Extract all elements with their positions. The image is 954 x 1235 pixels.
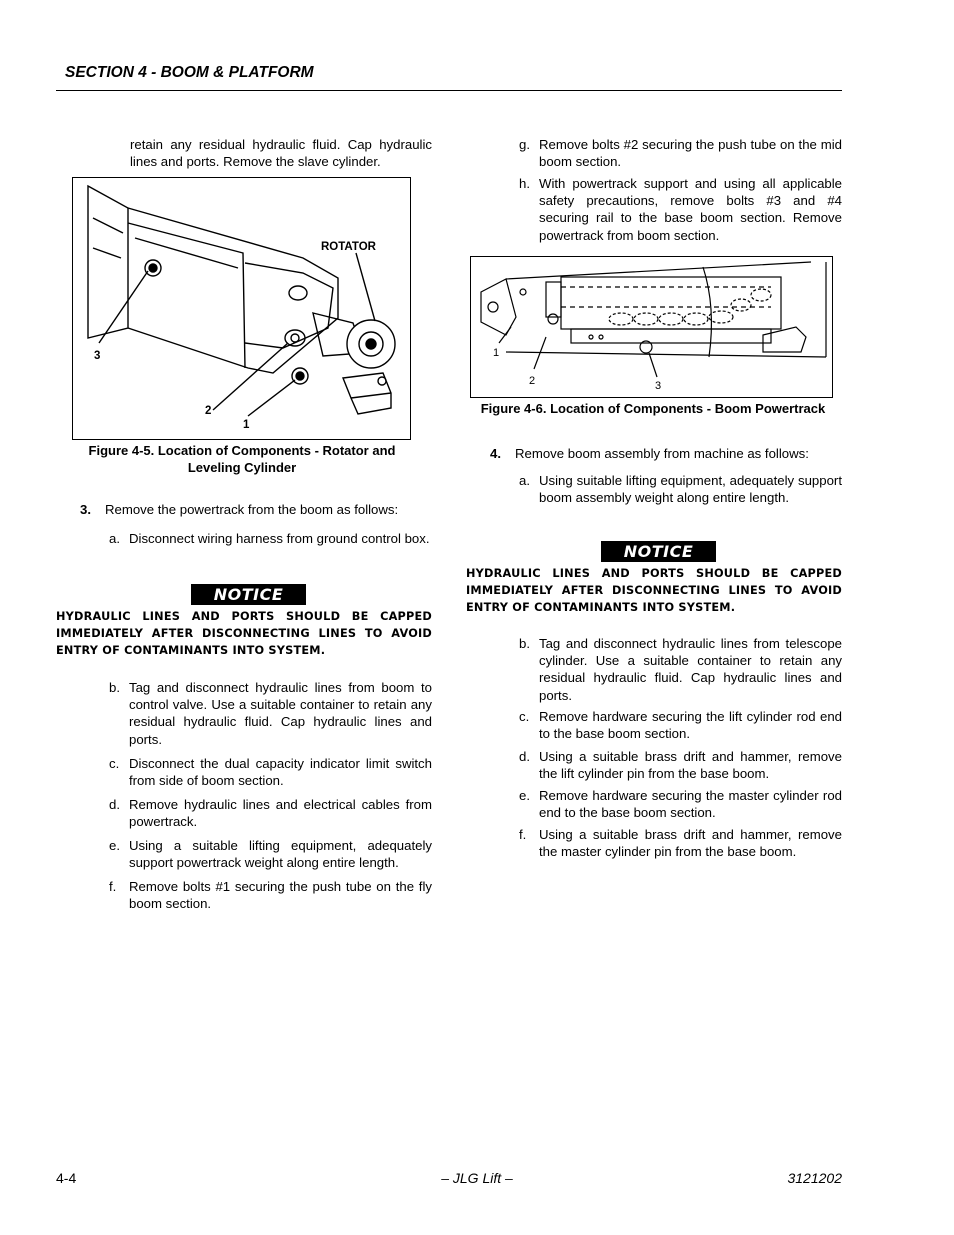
step-text: Remove boom assembly from machine as follows: bbox=[515, 446, 809, 461]
page-number: 4-4 bbox=[56, 1170, 77, 1186]
callout-3: 3 bbox=[94, 350, 101, 362]
header-rule bbox=[56, 90, 842, 91]
item-text: Disconnect the dual capacity indicator limit switch from side of boom section. bbox=[129, 756, 432, 789]
powertrack-illustration bbox=[471, 257, 832, 397]
item-label: c. bbox=[519, 709, 530, 724]
callout-1: 1 bbox=[243, 419, 250, 431]
item-text: Tag and disconnect hydraulic lines from telescope cylinder. Use a suitable container to retain any residual hydraulic fluid. Cap hydraulic lines and ports. bbox=[539, 636, 842, 703]
notice-text: HYDRAULIC LINES AND PORTS SHOULD BE CAPPED IMMEDIATELY AFTER DISCONNECTING LINES TO AVOID ENTRY OF CONTAMINANTS INTO SYSTEM. bbox=[56, 610, 432, 658]
item-label: b. bbox=[109, 680, 120, 695]
notice-badge: NOTICE bbox=[191, 584, 306, 605]
callout-2: 2 bbox=[529, 375, 536, 387]
figure-4-5-caption bbox=[60, 442, 424, 476]
rotator-illustration bbox=[73, 178, 410, 439]
item-text: Remove hardware securing the master cylinder rod end to the base boom section. bbox=[539, 788, 842, 821]
item-text: Disconnect wiring harness from ground control box. bbox=[129, 531, 430, 546]
doc-number: 3121202 bbox=[787, 1170, 842, 1186]
step-text: Remove the powertrack from the boom as follows: bbox=[105, 502, 399, 517]
callout-1: 1 bbox=[493, 347, 500, 359]
figure-4-6-caption: Figure 4-6. Location of Components - Boom Powertrack bbox=[480, 401, 826, 416]
item-label: e. bbox=[519, 788, 530, 803]
notice-text: HYDRAULIC LINES AND PORTS SHOULD BE CAPPED IMMEDIATELY AFTER DISCONNECTING LINES TO AVOID ENTRY OF CONTAMINANTS INTO SYSTEM. bbox=[466, 567, 842, 615]
item-text: Tag and disconnect hydraulic lines from boom to control valve. Use a suitable container to retain any residual hydraulic fluid. Cap hydraulic lines and ports. bbox=[129, 680, 432, 747]
item-label: f. bbox=[519, 827, 527, 842]
item-text: Remove hardware securing the lift cylinder rod end to the base boom section. bbox=[539, 709, 842, 742]
item-text: With powertrack support and using all applicable safety precautions, remove bolts #3 and #4 securing rail to the base boom section. Remove powertrack from boom section. bbox=[539, 176, 842, 243]
item-text: Remove bolts #1 securing the push tube on the fly boom section. bbox=[129, 879, 432, 912]
notice-badge: NOTICE bbox=[601, 541, 716, 562]
item-label: a. bbox=[109, 531, 120, 546]
item-label: e. bbox=[109, 838, 120, 853]
figure-rotator-diagram bbox=[72, 177, 411, 440]
item-label: d. bbox=[109, 797, 120, 812]
footer-brand: – JLG Lift – bbox=[441, 1170, 513, 1186]
item-label: b. bbox=[519, 636, 530, 651]
item-label: h. bbox=[519, 176, 530, 191]
item-label: d. bbox=[519, 749, 530, 764]
item-text: Using a suitable brass drift and hammer, remove the master cylinder pin from the base boom. bbox=[539, 827, 842, 860]
item-text: Using suitable lifting equipment, adequately support boom assembly weight along entire length. bbox=[539, 473, 842, 506]
item-text: Using a suitable brass drift and hammer, remove the lift cylinder pin from the base boom. bbox=[539, 749, 842, 782]
step-number: 4. bbox=[490, 446, 501, 461]
intro-paragraph: retain any residual hydraulic fluid. Cap hydraulic lines and ports. Remove the slave cylinder. bbox=[130, 137, 432, 170]
item-label: c. bbox=[109, 756, 120, 771]
item-text: Remove bolts #2 securing the push tube on the mid boom section. bbox=[539, 137, 842, 170]
step-number: 3. bbox=[80, 502, 91, 517]
caption-line-2: Leveling Cylinder bbox=[187, 460, 297, 475]
item-label: f. bbox=[109, 879, 117, 894]
item-label: a. bbox=[519, 473, 530, 488]
item-text: Using a suitable lifting equipment, adequately support powertrack weight along entire length. bbox=[129, 838, 432, 871]
label-rotator: ROTATOR bbox=[321, 241, 376, 253]
figure-powertrack-diagram bbox=[470, 256, 833, 398]
callout-3: 3 bbox=[655, 380, 662, 392]
callout-2: 2 bbox=[205, 405, 212, 417]
item-text: Remove hydraulic lines and electrical cables from powertrack. bbox=[129, 797, 432, 830]
item-label: g. bbox=[519, 137, 530, 152]
section-title: SECTION 4 - BOOM & PLATFORM bbox=[65, 64, 314, 81]
caption-line-1: Figure 4-5. Location of Components - Rotator and bbox=[88, 443, 396, 458]
